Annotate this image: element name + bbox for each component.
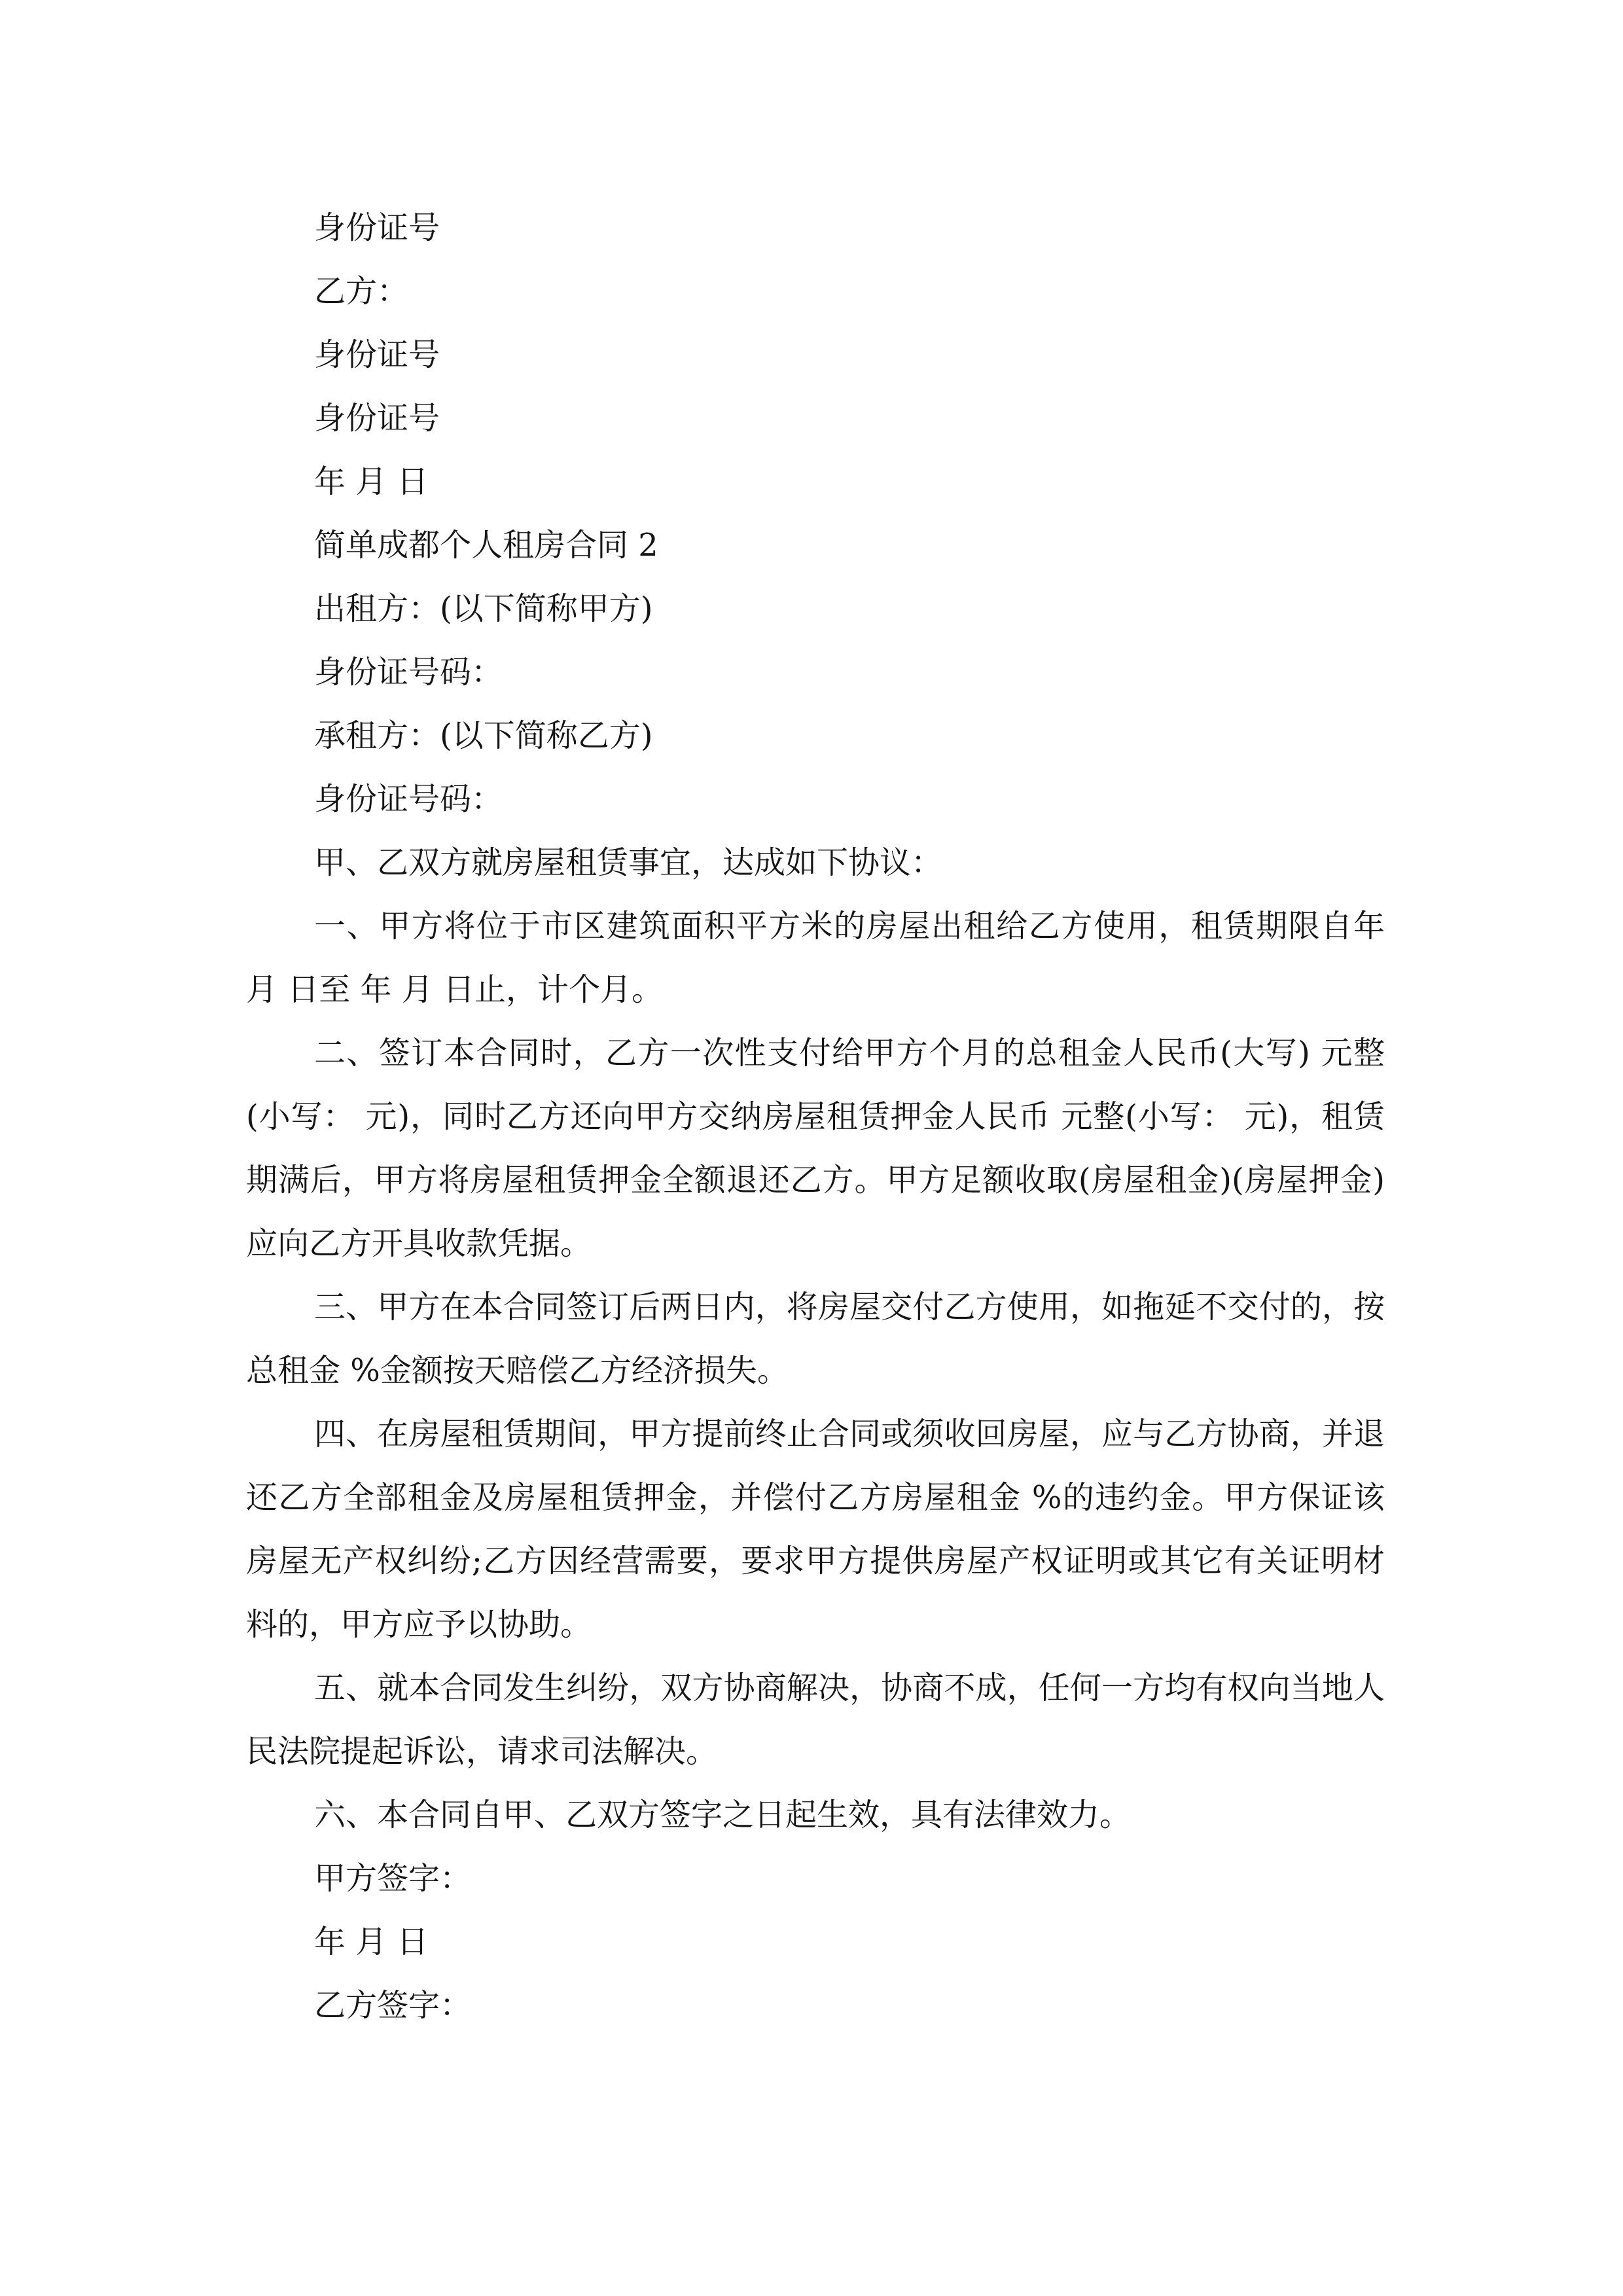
contract-title: 简单成都个人租房合同 2 (314, 527, 658, 564)
text-lessee-id: 身份证号码： (314, 781, 503, 817)
document-body (246, 196, 1385, 2037)
party-b-signature: 乙方签字： (314, 1987, 472, 2024)
text-date-1: 年 月 日 (314, 463, 429, 500)
clause-6: 六、本合同自甲、乙双方签字之日起生效，具有法律效力。 (314, 1797, 1132, 1833)
text-lessor: 出租方：(以下简称甲方) (314, 590, 653, 627)
text-party-b: 乙方： (314, 273, 409, 310)
text-lessor-id: 身份证号码： (314, 654, 503, 691)
text-lessee: 承租方：(以下简称乙方) (314, 717, 653, 754)
text-id-number-1: 身份证号 (314, 209, 440, 246)
signature-date: 年 月 日 (314, 1924, 429, 1960)
clause-3: 三、甲方在本合同签订后两日内，将房屋交付乙方使用，如拖延不交付的，按总租金 %金额按天赔偿乙方经济损失。 (246, 1289, 1385, 1389)
agreement-intro: 甲、乙双方就房屋租赁事宜，达成如下协议： (314, 844, 943, 881)
party-a-signature: 甲方签字： (314, 1860, 472, 1897)
clause-2: 二、签订本合同时，乙方一次性支付给甲方个月的总租金人民币(大写) 元整(小写： 元)，同时乙方还向甲方交纳房屋租赁押金人民币 元整(小写： 元)，租赁期满后，甲方将房屋租赁押金全额退还乙方。甲方足额收取(房屋租金)(房屋押金)应向乙方开具收款凭据。 (246, 1035, 1385, 1262)
clause-1: 一、甲方将位于市区建筑面积平方米的房屋出租给乙方使用，租赁期限自年 月 日至 年 月 日止，计个月。 (246, 908, 1385, 1008)
text-id-number-2: 身份证号 (314, 336, 440, 373)
text-id-number-3: 身份证号 (314, 400, 440, 437)
clause-4: 四、在房屋租赁期间，甲方提前终止合同或须收回房屋，应与乙方协商，并退还乙方全部租金及房屋租赁押金，并偿付乙方房屋租金 %的违约金。甲方保证该房屋无产权纠纷;乙方因经营需要，要求甲方提供房屋产权证明或其它有关证明材料的，甲方应予以协助。 (246, 1416, 1385, 1643)
clause-5: 五、就本合同发生纠纷，双方协商解决，协商不成，任何一方均有权向当地人民法院提起诉讼，请求司法解决。 (246, 1670, 1385, 1770)
